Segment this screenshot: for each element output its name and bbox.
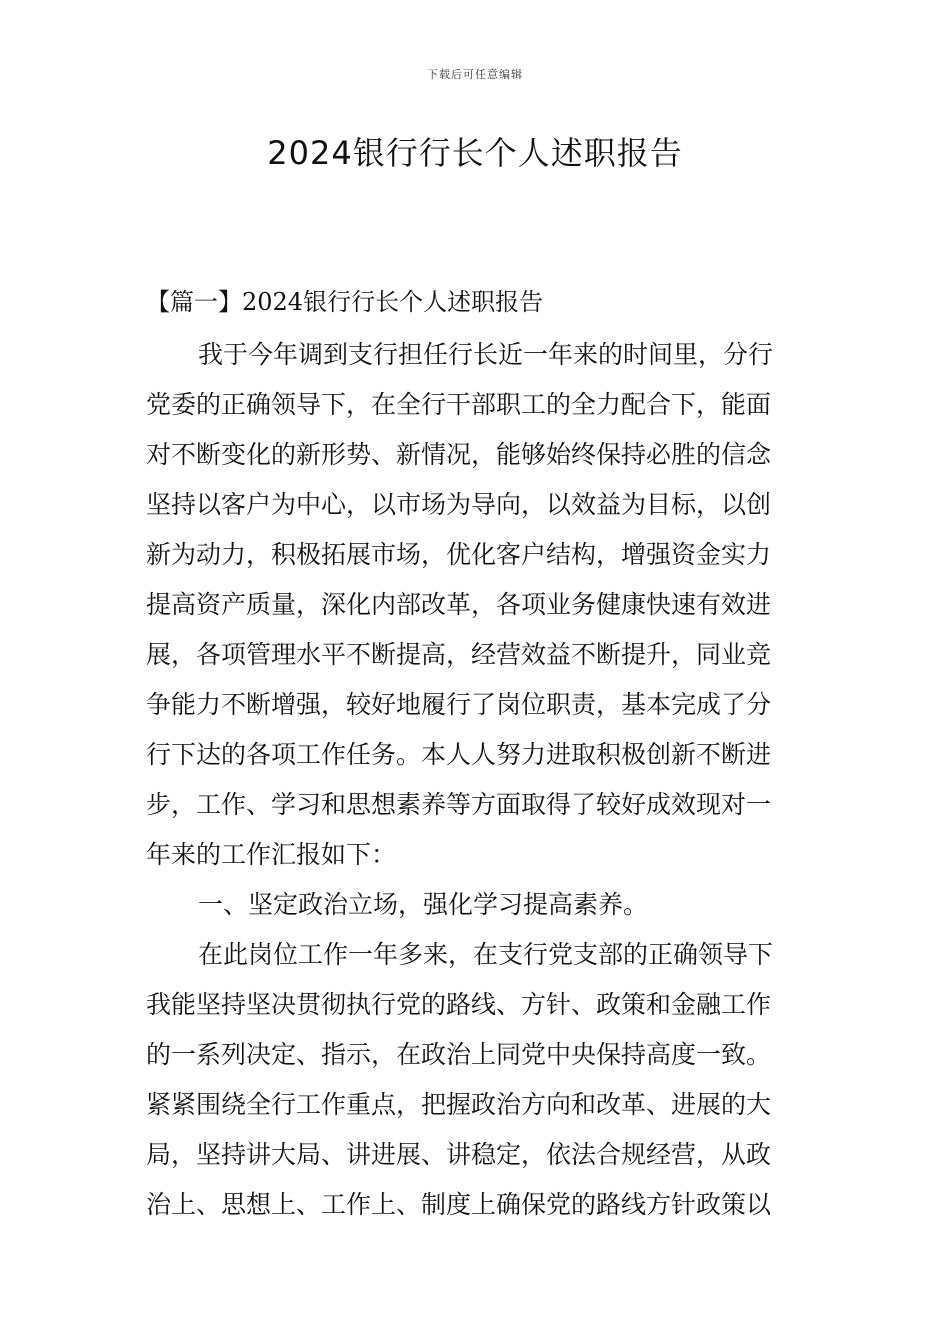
paragraph-line: 年来的工作汇报如下： (146, 840, 397, 869)
paragraph-line: 坚持以客户为中心，以市场为导向，以效益为目标，以创 (146, 490, 772, 519)
paragraph-line: 步，工作、学习和思想素养等方面取得了较好成效现对一 (146, 790, 772, 819)
subsection-heading: 一、坚定政治立场，强化学习提高素养。 (198, 890, 649, 919)
paragraph-line: 我于今年调到支行担任行长近一年来的时间里，分行 (198, 340, 774, 369)
paragraph-line: 新为动力，积极拓展市场，优化客户结构，增强资金实力 (146, 540, 772, 569)
paragraph-line: 对不断变化的新形势、新情况，能够始终保持必胜的信念 (146, 440, 772, 469)
document-body (146, 330, 808, 1230)
paragraph-line: 争能力不断增强，较好地履行了岗位职责，基本完成了分 (146, 690, 772, 719)
paragraph-line: 党委的正确领导下，在全行干部职工的全力配合下，能面 (146, 390, 772, 419)
paragraph-line: 我能坚持坚决贯彻执行党的路线、方针、政策和金融工作 (146, 990, 772, 1019)
paragraph-line: 治上、思想上、工作上、制度上确保党的路线方针政策以 (146, 1190, 772, 1219)
header-note: 下载后可任意编辑 (427, 68, 523, 81)
paragraph-line: 局，坚持讲大局、讲进展、讲稳定，依法合规经营，从政 (146, 1140, 772, 1169)
document-title: 2024银行行长个人述职报告 (267, 134, 683, 172)
section-heading: 【篇一】2024银行行长个人述职报告 (146, 288, 544, 316)
paragraph-line: 行下达的各项工作任务。本人人努力进取积极创新不断进 (146, 740, 772, 769)
paragraph-line: 提高资产质量，深化内部改革，各项业务健康快速有效进 (146, 590, 772, 619)
paragraph-line: 的一系列决定、指示，在政治上同党中央保持高度一致。 (146, 1040, 772, 1069)
paragraph-line: 在此岗位工作一年多来，在支行党支部的正确领导下 (198, 940, 774, 969)
paragraph-line: 展，各项管理水平不断提高，经营效益不断提升，同业竞 (146, 640, 772, 669)
paragraph-line: 紧紧围绕全行工作重点，把握政治方向和改革、进展的大 (146, 1090, 772, 1119)
